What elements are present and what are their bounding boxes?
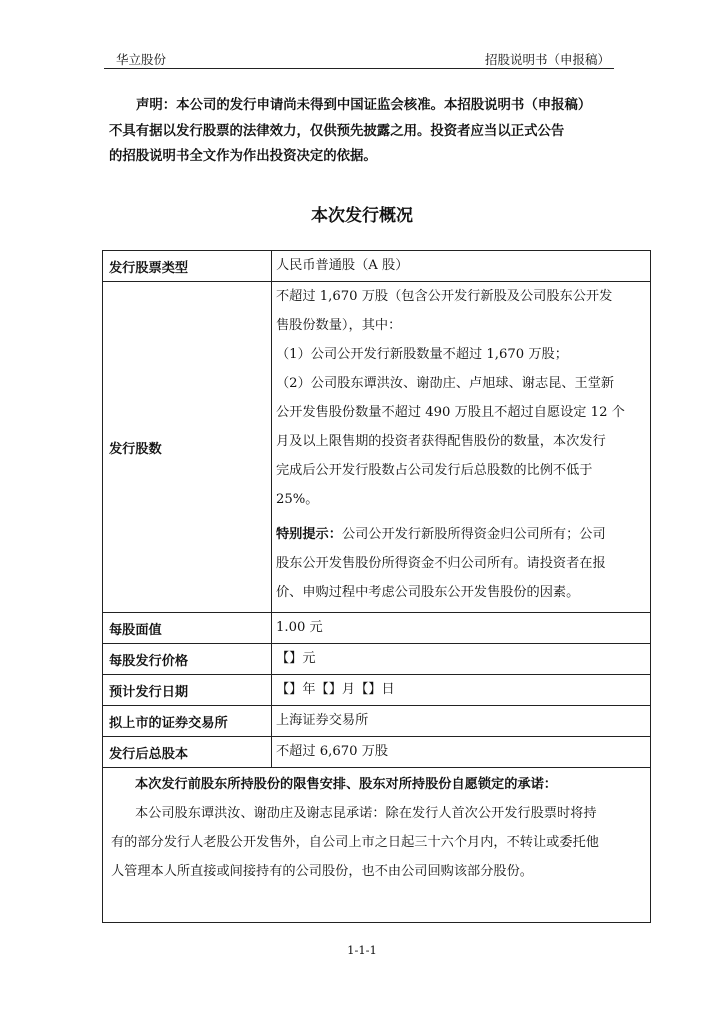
declaration-line: 的招股说明书全文作为作出投资决定的依据。 bbox=[109, 149, 377, 164]
table-row bbox=[103, 706, 651, 737]
lockup-commitment bbox=[103, 768, 651, 923]
row-label: 每股面值 bbox=[103, 613, 272, 644]
row-label: 发行股数 bbox=[103, 282, 272, 613]
offering-table bbox=[102, 250, 651, 923]
value-line: 月及以上限售期的投资者获得配售股份的数量，本次发行 bbox=[276, 434, 606, 449]
header-doc-title: 招股说明书（申报稿） bbox=[484, 52, 610, 67]
table-row bbox=[103, 768, 651, 923]
table-row bbox=[103, 613, 651, 644]
lockup-line: 有的部分发行人老股公开发售外，自公司上市之日起三十六个月内，不转让或委托他 bbox=[111, 835, 599, 850]
value-line: 售股份数量），其中： bbox=[276, 318, 402, 333]
row-label: 每股发行价格 bbox=[103, 644, 272, 675]
row-label: 发行后总股本 bbox=[103, 737, 272, 768]
value-line: 公司公开发行新股所得资金归公司所有；公司 bbox=[341, 527, 606, 542]
row-value: 1.00 元 bbox=[272, 613, 651, 644]
row-value: 【】年【】月【】日 bbox=[272, 675, 651, 706]
row-value-shares bbox=[272, 282, 651, 613]
value-line: 不超过 1,670 万股（包含公开发行新股及公司股东公开发 bbox=[276, 289, 613, 304]
row-value: 【】元 bbox=[272, 644, 651, 675]
value-line: 25%。 bbox=[276, 492, 319, 507]
section-title: 本次发行概况 bbox=[311, 206, 413, 226]
declaration-line: 声明：本公司的发行申请尚未得到中国证监会核准。本招股说明书（申报稿） bbox=[136, 98, 592, 113]
row-label: 发行股票类型 bbox=[103, 251, 272, 282]
special-note-label: 特别提示： bbox=[276, 527, 342, 542]
lockup-line: 人管理本人所直接或间接持有的公司股份，也不由公司回购该部分股份。 bbox=[111, 864, 533, 879]
row-label: 预计发行日期 bbox=[103, 675, 272, 706]
declaration bbox=[109, 93, 619, 170]
row-value: 不超过 6,670 万股 bbox=[272, 737, 651, 768]
special-note bbox=[276, 520, 645, 549]
table-row bbox=[103, 282, 651, 613]
value-line: （1）公司公开发行新股数量不超过 1,670 万股； bbox=[276, 347, 568, 362]
lockup-line: 本公司股东谭洪汝、谢劭庄及谢志昆承诺：除在发行人首次公开发行股票时将持 bbox=[135, 806, 597, 821]
lockup-heading: 本次发行前股东所持股份的限售安排、股东对所持股份自愿锁定的承诺： bbox=[135, 777, 557, 792]
page-header bbox=[104, 46, 614, 69]
value-line: 价、申购过程中考虑公司股东公开发售股份的因素。 bbox=[276, 585, 580, 600]
table-row bbox=[103, 675, 651, 706]
declaration-line: 不具有据以发行股票的法律效力，仅供预先披露之用。投资者应当以正式公告 bbox=[109, 123, 565, 139]
value-line: （2）公司股东谭洪汝、谢劭庄、卢旭球、谢志昆、王堂新 bbox=[276, 376, 615, 391]
value-line: 公开发售股份数量不超过 490 万股且不超过自愿设定 12 个 bbox=[276, 405, 625, 420]
header-company: 华立股份 bbox=[116, 52, 167, 67]
table-row bbox=[103, 251, 651, 282]
value-line: 完成后公开发行股数占公司发行后总股数的比例不低于 bbox=[276, 463, 593, 478]
table-row bbox=[103, 737, 651, 768]
table-row bbox=[103, 644, 651, 675]
row-value: 人民币普通股（A 股） bbox=[272, 251, 651, 282]
row-value: 上海证券交易所 bbox=[272, 706, 651, 737]
row-label: 拟上市的证券交易所 bbox=[103, 706, 272, 737]
value-line: 股东公开发售股份所得资金不归公司所有。请投资者在报 bbox=[276, 556, 606, 571]
page-number: 1-1-1 bbox=[347, 943, 377, 957]
